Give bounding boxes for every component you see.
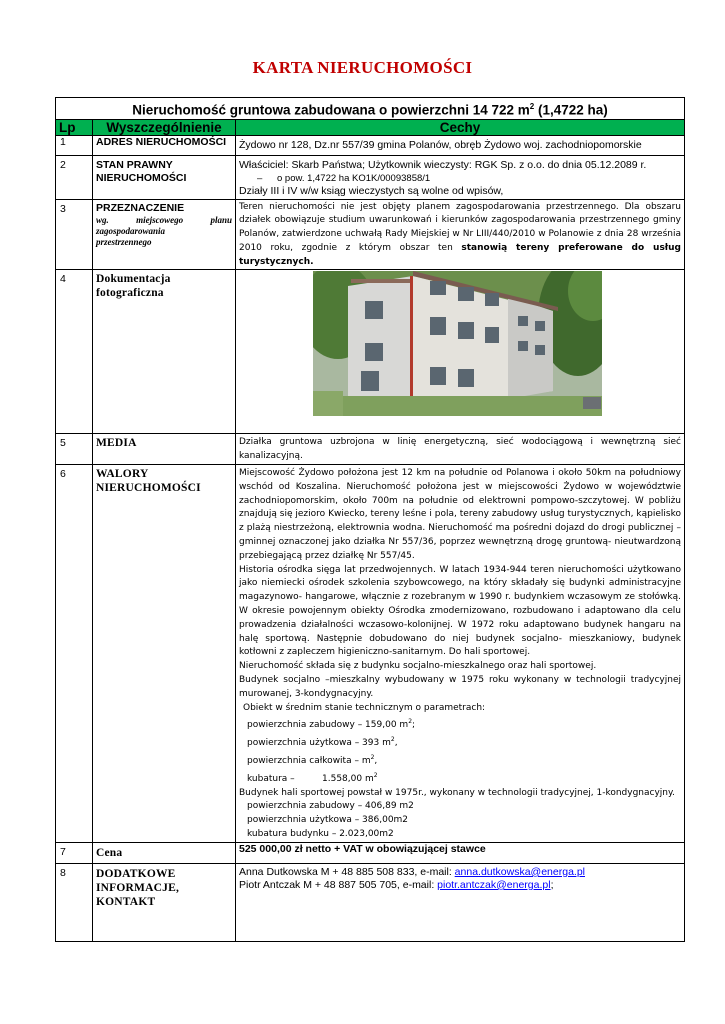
purpose-text-bold: stanowią tereny preferowane do usług turystycznych. [239, 242, 681, 267]
table-row [56, 135, 685, 155]
assets-paragraph-history: Historia ośrodka sięga lat przedwojennych. W latach 1934-944 teren nieruchomości użytkowano jako niemiecki ośrodek szkolenia szybowcowego, na który składały się budynki administracyjne magazynowo- hangarowe, włącznie z rozebranym w 1990 r. budynkiem wczasowym ze stołówką. W okresie powojennym obiekty Ośrodka zmodernizowano, rozbudowano i adaptowano dla celu prowadzenia działalności wczasowo-kolonijnej. W 1972 roku adaptowano budynek hangaru na halę sportową. Następnie dobudowano do niej budynek socjalno- mieszkaniowy, budynek kotłowni z zapleczem higieniczno-sanitarnym. Do hali sportowej. [239, 564, 681, 658]
param-volume-value: 1.558,00 m [322, 773, 374, 784]
row-label-address: ADRES NIERUCHOMOŚCI [93, 135, 236, 155]
contact-anna: Anna Dutkowska M + 48 885 508 833, e-mail: [239, 865, 455, 878]
param-punct: , [374, 756, 378, 767]
row-number: 8 [56, 863, 93, 941]
param-usable-area: powierzchnia użytkowa – 393 m [247, 738, 391, 749]
list-dash: – [257, 172, 263, 184]
contact-punct: ; [550, 878, 554, 891]
row-sublabel-plan-2: zagospodarowania [96, 225, 166, 236]
hall-usable-area: powierzchnia użytkowa – 386,00m2 [247, 815, 409, 826]
param-sup: 2 [408, 718, 413, 726]
row-number: 3 [56, 199, 93, 270]
legal-status-sections: Działy III i IV w/w ksiąg wieczystych są wolne od wpisów, [239, 184, 504, 197]
purpose-text: Teren nieruchomości nie jest objęty planem zagospodarowania przestrzennego. Dla obszaru działek obowiązuje studium uwarunkowań i kierunków zagospodarowania przestrzennego gminy Polanów, zatwierdzone uchwałą Rady Miejskiej w Nr LIII/440/2010 w Polanowie z dnia 28 września 2010 roku, zgodnie z którym obszar ten [239, 201, 681, 253]
assets-paragraph-location: Miejscowość Żydowo położona jest 12 km na południe od Polanowa i około 50km na południowy wschód od Koszalina. Nieruchomość położona jest w miejscowości Żydowo w województwie zachodniopomorskim, około 700m na południe od elektrowni pompowo-szczytowej. W pobliżu znajdują się jezioro Kwiecko, tereny leśne i pola, tereny zabudowy usług turystycznych, kąpielisko z plażą niestrzeżoną, elektrownia wodna. Nieruchomość ma pośredni dojazd do drogi publicznej – gminnej oznaczonej jako działka Nr 557/36, poprzez wewnętrzną drogę gruntową- nieutwardzoną przebiegającą przez działkę Nr 557/45. [239, 468, 681, 561]
row-label-contact-3: KONTAKT [96, 895, 156, 908]
col-header-lp: Lp [56, 119, 93, 135]
hall-built-area: powierzchnia zabudowy – 406,89 m2 [247, 801, 414, 812]
param-sup: 2 [373, 771, 378, 779]
media-text: Działka gruntowa uzbrojona w linię energetyczną, sieć wodociągową i wewnętrzną sieć kanalizacyjną. [236, 434, 685, 465]
assets-paragraph-composition: Nieruchomość składa się z budynku socjalno-mieszkalnego oraz hali sportowej. [239, 661, 597, 672]
row-number: 1 [56, 135, 93, 155]
contact-piotr: Piotr Antczak M + 48 887 505 705, e-mail: [239, 878, 438, 891]
main-header-sup: 2 [529, 102, 535, 111]
row-number: 6 [56, 465, 93, 843]
param-volume-label: kubatura – [247, 773, 295, 784]
contact-piotr-email-link[interactable]: piotr.antczak@energa.pl [437, 878, 551, 891]
row-label-photo-2: fotograficzna [96, 287, 164, 300]
row-sublabel-plan-3: przestrzennego [96, 236, 152, 247]
param-punct: , [394, 738, 398, 749]
address-value: Żydowo nr 128, Dz.nr 557/39 gmina Polanów, obręb Żydowo woj. zachodniopomorskie [236, 135, 685, 155]
table-row [56, 465, 685, 843]
row-label-contact: DODATKOWE [96, 867, 176, 880]
param-punct: ; [412, 720, 416, 731]
row-label-assets: WALORY [96, 468, 149, 481]
row-number: 4 [56, 270, 93, 434]
row-label-price: Cena [93, 842, 236, 863]
param-sup: 2 [370, 754, 375, 762]
legal-status-land-register: o pow. 1,4722 ha KO1K/00093858/1 [277, 172, 431, 184]
table-row [56, 863, 685, 941]
price-value: 525 000,00 zł netto + VAT w obowiązującej stawce [236, 842, 685, 863]
table-column-header [56, 119, 685, 135]
page-title: KARTA NIERUCHOMOŚCI [252, 58, 473, 77]
row-label-purpose: PRZEZNACZENIE [96, 201, 185, 214]
table-row [56, 434, 685, 465]
table-row [56, 842, 685, 863]
row-label-media: MEDIA [93, 434, 236, 465]
param-built-area: powierzchnia zabudowy – 159,00 m [247, 720, 409, 731]
col-header-item: Wyszczególnienie [93, 119, 236, 135]
row-number: 7 [56, 842, 93, 863]
row-sublabel-plan: wg. miejscowego planu [96, 214, 232, 225]
row-label-legal-status: STAN PRAWNY [96, 158, 173, 171]
table-row [56, 199, 685, 270]
row-label-contact-2: INFORMACJE, [96, 881, 180, 894]
assets-paragraph-building: Budynek socjalno –mieszkalny wybudowany w 1975 roku wykonany w technologii tradycyjnej murowanej, 3-kondygnacyjny. [239, 675, 681, 699]
hall-volume: kubatura budynku – 2.023,00m2 [247, 829, 394, 839]
table-row [56, 155, 685, 199]
main-header-text: Nieruchomość gruntowa zabudowana o powierzchni 14 722 m [132, 102, 530, 118]
property-card-table [55, 97, 685, 942]
param-total-area: powierzchnia całkowita – m [247, 756, 371, 767]
row-number: 5 [56, 434, 93, 465]
row-number: 2 [56, 155, 93, 199]
contact-anna-email-link[interactable]: anna.dutkowska@energa.pl [454, 865, 585, 878]
legal-status-owner: Właściciel: Skarb Państwa; Użytkownik wieczysty: RGK Sp. z o.o. do dnia 05.12.2089 r. [239, 158, 647, 171]
table-main-header [56, 98, 685, 120]
param-sup: 2 [390, 736, 395, 744]
row-label-photo: Dokumentacja [96, 273, 171, 286]
col-header-features: Cechy [236, 119, 685, 135]
row-label-assets-2: NIERUCHOMOŚCI [96, 482, 201, 495]
assets-paragraph-hall: Budynek hali sportowej powstał w 1975r., wykonany w technologii tradycyjnej, 1-kondygnacyjny. [239, 787, 675, 798]
row-label-legal-status-2: NIERUCHOMOŚCI [96, 171, 187, 184]
building-photo [313, 271, 602, 416]
main-header-suffix: (1,4722 ha) [534, 102, 608, 118]
table-row [56, 270, 685, 434]
assets-paragraph-parameters: Obiekt w średnim stanie technicznym o parametrach: [243, 702, 486, 713]
